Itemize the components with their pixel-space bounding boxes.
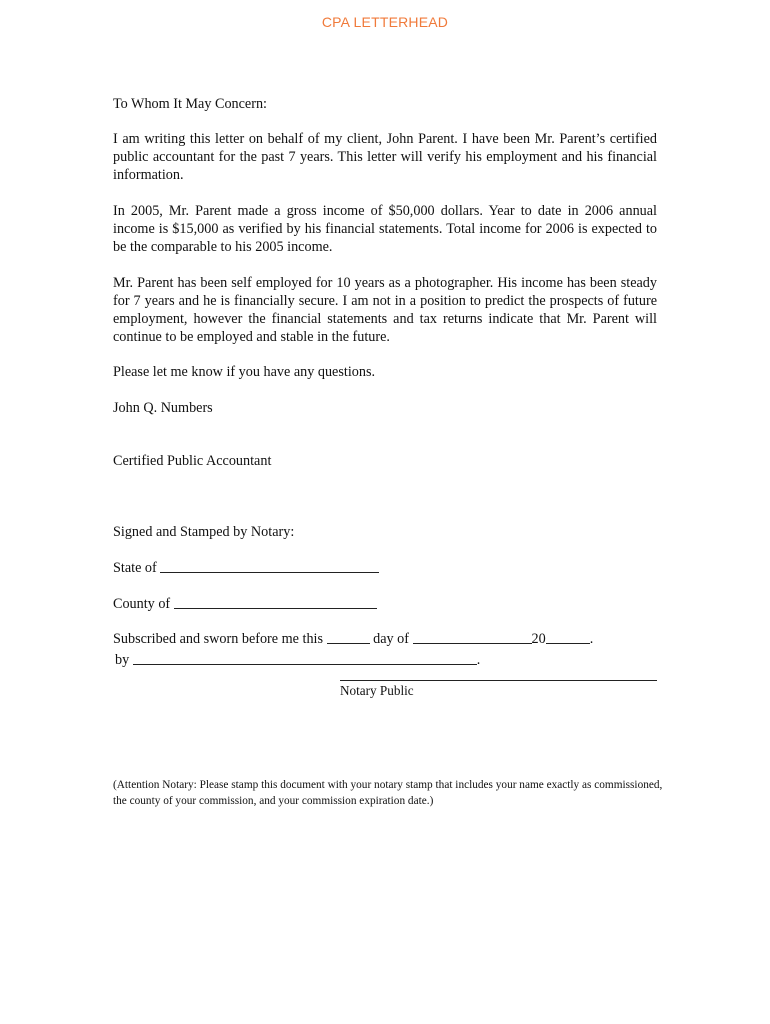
notary-signature-line[interactable] <box>340 680 657 681</box>
signer-name: John Q. Numbers <box>113 400 213 416</box>
state-line <box>113 559 657 577</box>
county-label: County of <box>113 596 171 612</box>
sworn-prefix-label: Subscribed and sworn before me this <box>113 631 324 647</box>
by-line <box>115 651 659 669</box>
salutation: To Whom It May Concern: <box>113 96 267 112</box>
paragraph-introduction: I am writing this letter on behalf of my client, John Parent. I have been Mr. Parent’s certified public accountant for the past 7 years. This letter will verify his employment and his financial information. <box>113 131 657 183</box>
state-blank-field[interactable] <box>160 560 379 573</box>
paragraph-income: In 2005, Mr. Parent made a gross income of $50,000 dollars. Year to date in 2006 annual income is $15,000 as verified by his financial statements. Total income for 2006 is expected to be the comparable to his 2005 income. <box>113 203 657 255</box>
sworn-line <box>113 630 657 648</box>
day-of-label: day of <box>373 631 409 647</box>
day-blank-field[interactable] <box>327 631 370 644</box>
county-line <box>113 595 657 613</box>
by-label: by <box>115 652 130 668</box>
state-label: State of <box>113 560 157 576</box>
letterhead-title: CPA LETTERHEAD <box>321 14 449 30</box>
attention-note: (Attention Notary: Please stamp this document with your notary stamp that includes your name exactly as commissioned, the county of your commission, and your commission expiration date.) <box>113 779 663 807</box>
notary-heading: Signed and Stamped by Notary: <box>113 524 295 540</box>
signer-title: Certified Public Accountant <box>113 453 272 469</box>
year-prefix-label: 20 <box>531 631 546 647</box>
paragraph-closing: Please let me know if you have any questions. <box>113 364 376 380</box>
month-blank-field[interactable] <box>413 631 532 644</box>
paragraph-employment: Mr. Parent has been self employed for 10 years as a photographer. His income has been steady for 7 years and he is financially secure. I am not in a position to predict the prospects of future employment, however the financial statements and tax returns indicate that Mr. Parent will continue to be employed and stable in the future. <box>113 275 657 345</box>
notary-public-label: Notary Public <box>340 683 414 698</box>
sworn-period: . <box>589 631 594 647</box>
county-blank-field[interactable] <box>174 596 377 609</box>
by-period: . <box>476 652 481 668</box>
year-blank-field[interactable] <box>546 631 590 644</box>
by-name-blank-field[interactable] <box>133 652 477 665</box>
